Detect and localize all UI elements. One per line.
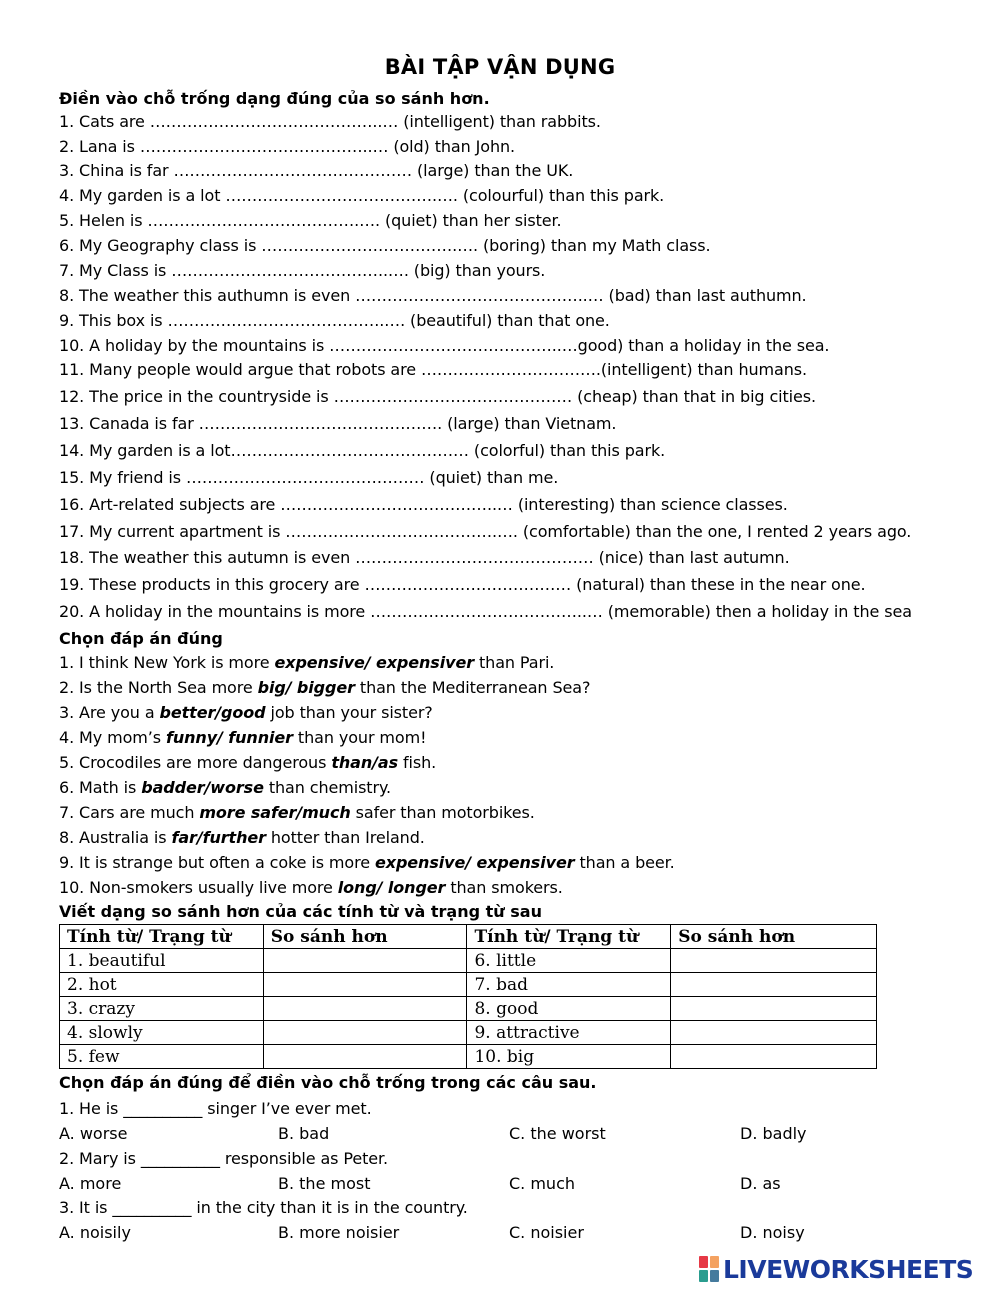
list-item: 4. My garden is a lot ………………………………….…. (colourful) than this park. <box>59 186 665 205</box>
list-item: 11. Many people would argue that robots are …………………………….(intelligent) than humans. <box>59 360 807 379</box>
list-item: 10. A holiday by the mountains is ……………………………………..…good) than a holiday in the sea. <box>59 336 830 355</box>
list-item: 12. The price in the countryside is ……………………………………… (cheap) than that in big cities. <box>59 387 816 406</box>
section4-heading: Chọn đáp án đúng để điền vào chỗ trống trong các câu sau. <box>59 1073 597 1092</box>
list-item: 4. My mom’s funny/ funnier than your mom! <box>59 728 427 747</box>
section1-heading: Điền vào chỗ trống dạng đúng của so sánh hơn. <box>59 89 490 108</box>
answer-cell[interactable] <box>263 1045 467 1069</box>
word-cell: 1. beautiful <box>60 949 264 973</box>
list-item: 7. Cars are much more safer/much safer than motorbikes. <box>59 803 535 822</box>
column-header: Tính từ/ Trạng từ <box>60 925 264 949</box>
list-item: 1. Cats are ……………………………………..… (intelligent) than rabbits. <box>59 112 601 131</box>
list-item: 10. Non-smokers usually live more long/ longer than smokers. <box>59 878 563 897</box>
list-item: 8. Australia is far/further hotter than Ireland. <box>59 828 425 847</box>
choice-text: more safer/much <box>199 803 351 822</box>
list-item: 1. I think New York is more expensive/ expensiver than Pari. <box>59 653 555 672</box>
list-item: 2. Is the North Sea more big/ bigger than the Mediterranean Sea? <box>59 678 591 697</box>
answer-cell[interactable] <box>263 949 467 973</box>
choice-text: big/ bigger <box>257 678 355 697</box>
table-row <box>60 973 877 997</box>
word-cell: 10. big <box>467 1045 671 1069</box>
logo-text: LIVEWORKSHEETS <box>723 1254 974 1284</box>
choice-text: far/further <box>171 828 266 847</box>
section3-heading: Viết dạng so sánh hơn của các tính từ và trạng từ sau <box>59 902 542 921</box>
list-item: 5. Helen is ………………………………….…. (quiet) than her sister. <box>59 211 562 230</box>
table-row <box>60 949 877 973</box>
list-item: 20. A holiday in the mountains is more …………………………………..… (memorable) then a holiday in the sea <box>59 602 912 621</box>
list-item: 14. My garden is a lot……………………………………… (colorful) than this park. <box>59 441 666 460</box>
liveworksheets-logo-icon <box>699 1256 719 1282</box>
comparison-table <box>59 924 877 1069</box>
word-cell: 8. good <box>467 997 671 1021</box>
choice-text: long/ longer <box>337 878 446 897</box>
answer-option[interactable]: B. bad <box>278 1124 330 1143</box>
word-cell: 9. attractive <box>467 1021 671 1045</box>
choice-text: expensive/ expensiver <box>374 853 575 872</box>
choice-text: expensive/ expensiver <box>274 653 474 672</box>
table-row <box>60 997 877 1021</box>
answer-option[interactable]: C. the worst <box>509 1124 606 1143</box>
column-header: So sánh hơn <box>671 925 877 949</box>
list-item: 6. My Geography class is ……………………………….…. (boring) than my Math class. <box>59 236 711 255</box>
table-header-row <box>60 925 877 949</box>
list-item: 17. My current apartment is ………………………………….…. (comfortable) than the one, I rented 2 years ago. <box>59 522 912 541</box>
list-item: 9. It is strange but often a coke is more expensive/ expensiver than a beer. <box>59 853 675 872</box>
table-row <box>60 1021 877 1045</box>
answer-option[interactable]: B. the most <box>278 1174 371 1193</box>
list-item: 13. Canada is far ………………………………………. (large) than Vietnam. <box>59 414 617 433</box>
answer-cell[interactable] <box>671 949 877 973</box>
page-title: BÀI TẬP VẬN DỤNG <box>384 55 616 79</box>
answer-option[interactable]: D. noisy <box>740 1223 805 1242</box>
choice-text: funny/ funnier <box>165 728 293 747</box>
answer-option[interactable]: B. more noisier <box>278 1223 400 1242</box>
question-text: 3. It is __________ in the city than it is in the country. <box>59 1198 468 1217</box>
word-cell: 5. few <box>60 1045 264 1069</box>
choice-text: better/good <box>159 703 266 722</box>
answer-option[interactable]: A. worse <box>59 1124 128 1143</box>
answer-cell[interactable] <box>263 997 467 1021</box>
list-item: 18. The weather this autumn is even ……………………………………… (nice) than last autumn. <box>59 548 790 567</box>
list-item: 16. Art-related subjects are …………………………………..… (interesting) than science classes. <box>59 495 788 514</box>
list-item: 15. My friend is ……………………………………… (quiet) than me. <box>59 468 559 487</box>
list-item: 6. Math is badder/worse than chemistry. <box>59 778 392 797</box>
answer-option[interactable]: A. more <box>59 1174 122 1193</box>
answer-cell[interactable] <box>263 1021 467 1045</box>
answer-option[interactable]: A. noisily <box>59 1223 131 1242</box>
choice-text: badder/worse <box>141 778 264 797</box>
table-row <box>60 1045 877 1069</box>
answer-option[interactable]: C. noisier <box>509 1223 584 1242</box>
answer-cell[interactable] <box>263 973 467 997</box>
word-cell: 7. bad <box>467 973 671 997</box>
column-header: Tính từ/ Trạng từ <box>467 925 671 949</box>
list-item: 9. This box is …………………………………..…. (beautiful) than that one. <box>59 311 610 330</box>
answer-cell[interactable] <box>671 1021 877 1045</box>
list-item: 5. Crocodiles are more dangerous than/as fish. <box>59 753 437 772</box>
list-item: 3. Are you a better/good job than your sister? <box>59 703 433 722</box>
answer-cell[interactable] <box>671 997 877 1021</box>
question-text: 1. He is __________ singer I’ve ever met. <box>59 1099 372 1118</box>
list-item: 7. My Class is …………………………………..…. (big) than yours. <box>59 261 546 280</box>
list-item: 2. Lana is ……………………………………..… (old) than John. <box>59 137 516 156</box>
word-cell: 6. little <box>467 949 671 973</box>
word-cell: 2. hot <box>60 973 264 997</box>
liveworksheets-logo[interactable] <box>699 1254 973 1284</box>
word-cell: 4. slowly <box>60 1021 264 1045</box>
list-item: 8. The weather this authumn is even ……………………………………..… (bad) than last authumn. <box>59 286 807 305</box>
answer-option[interactable]: D. as <box>740 1174 781 1193</box>
column-header: So sánh hơn <box>263 925 467 949</box>
answer-cell[interactable] <box>671 973 877 997</box>
answer-cell[interactable] <box>671 1045 877 1069</box>
choice-text: than/as <box>331 753 399 772</box>
answer-option[interactable]: D. badly <box>740 1124 807 1143</box>
question-text: 2. Mary is __________ responsible as Peter. <box>59 1149 389 1168</box>
list-item: 19. These products in this grocery are ………………………………… (natural) than these in the near one. <box>59 575 866 594</box>
word-cell: 3. crazy <box>60 997 264 1021</box>
answer-option[interactable]: C. much <box>509 1174 576 1193</box>
section2-heading: Chọn đáp án đúng <box>59 629 223 648</box>
list-item: 3. China is far ……………………………………… (large) than the UK. <box>59 161 574 180</box>
